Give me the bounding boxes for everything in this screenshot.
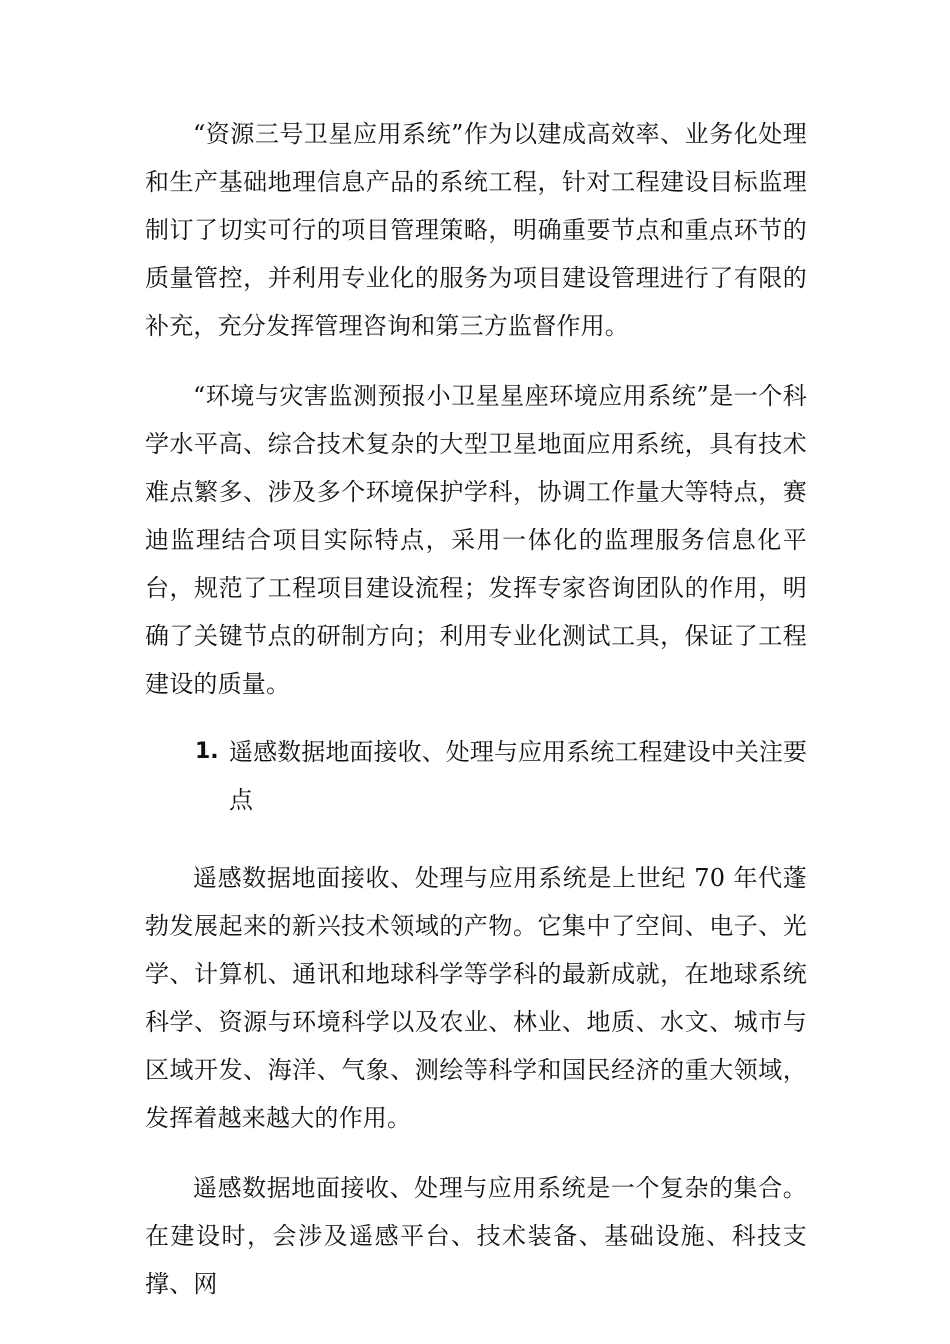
section-title: 遥感数据地面接收、处理与应用系统工程建设中关注要点 xyxy=(229,738,807,814)
section-number: 1. xyxy=(195,739,219,764)
paragraph-remote-sensing-complex: 遥感数据地面接收、处理与应用系统是一个复杂的集合。在建设时，会涉及遥感平台、技术装备、基础设施、科技支撑、网 xyxy=(145,1174,807,1298)
paragraph-environment-disaster: “环境与灾害监测预报小卫星星座环境应用系统”是一个科学水平高、综合技术复杂的大型卫星地面应用系统，具有技术难点繁多、涉及多个环境保护学科，协调工作量大等特点，赛迪监理结合项目实际特点，采用一体化的监理服务信息化平台，规范了工程项目建设流程；发挥专家咨询团队的作用，明确了关键节点的研制方向；利用专业化测试工具，保证了工程建设的质量。 xyxy=(145,382,807,698)
section-heading xyxy=(145,728,807,824)
paragraph-ziyuan-3: “资源三号卫星应用系统”作为以建成高效率、业务化处理和生产基础地理信息产品的系统工程，针对工程建设目标监理制订了切实可行的项目管理策略，明确重要节点和重点环节的质量管控，并利用专业化的服务为项目建设管理进行了有限的补充，充分发挥管理咨询和第三方监督作用。 xyxy=(145,120,807,340)
paragraph-remote-sensing-intro: 遥感数据地面接收、处理与应用系统是上世纪 70 年代蓬勃发展起来的新兴技术领域的产物。它集中了空间、电子、光学、计算机、通讯和地球科学等学科的最新成就，在地球系统科学、资源与环境科学以及农业、林业、地质、水文、城市与区域开发、海洋、气象、测绘等科学和国民经济的重大领域，发挥着越来越大的作用。 xyxy=(145,864,807,1132)
document-body xyxy=(145,110,807,1308)
